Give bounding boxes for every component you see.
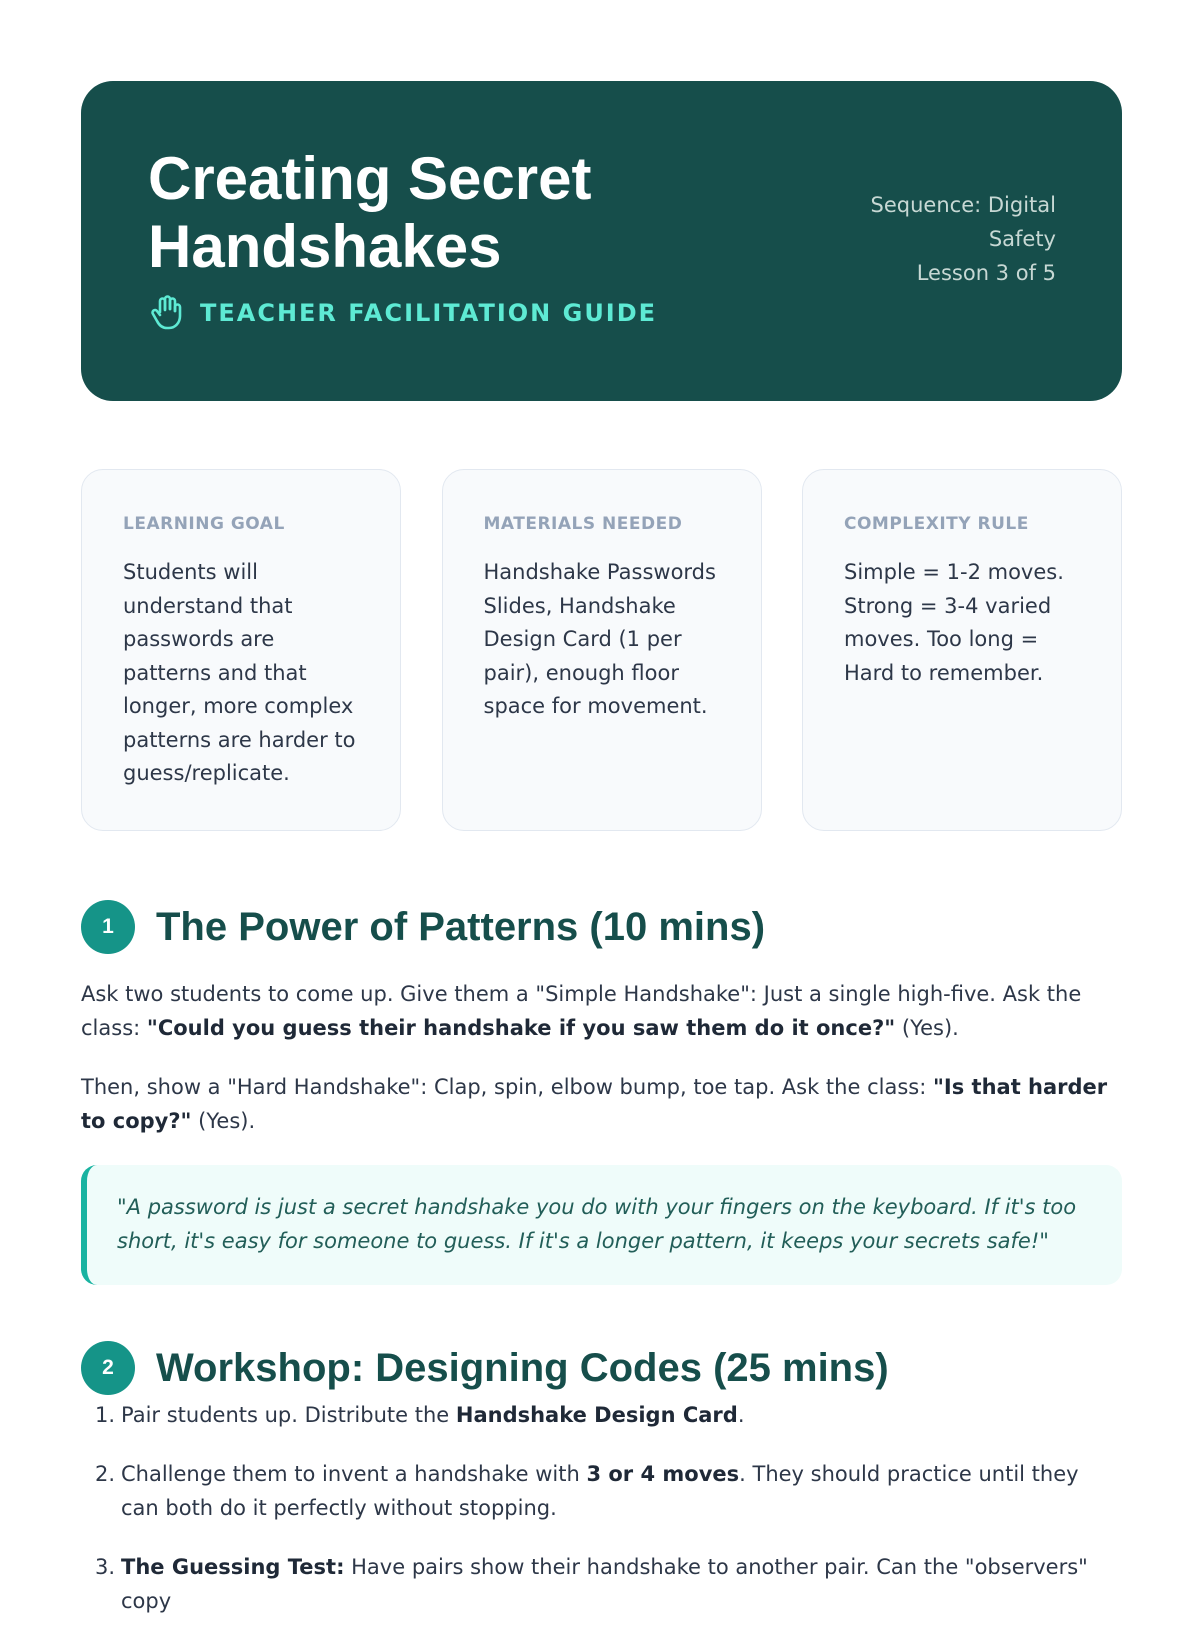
list-item — [81, 1550, 1122, 1618]
card-label: COMPLEXITY RULE — [844, 514, 1029, 534]
answer-text: (Yes). — [191, 1109, 256, 1133]
hand-icon — [148, 294, 186, 332]
section-2-heading — [81, 1341, 889, 1395]
step-text: Have pairs show their handshake to another pair. Can the "observers" copy — [121, 1555, 1088, 1613]
paragraph-text: Ask two students to come up. Give them a "Simple Handshake": Just a single high-five. Ask the class: — [81, 982, 1082, 1040]
materials-card — [442, 469, 762, 831]
complexity-rule-card — [802, 469, 1122, 831]
lesson-number: Lesson 3 of 5 — [916, 261, 1056, 285]
step-emphasis: 3 or 4 moves — [586, 1462, 740, 1486]
paragraph-text: Then, show a "Hard Handshake": Clap, spin, elbow bump, toe tap. Ask the class: — [81, 1075, 933, 1099]
card-body: Students will understand that passwords are patterns and that longer, more complex patterns are harder to guess/replicate. — [123, 560, 356, 785]
list-number: 2. — [95, 1462, 116, 1486]
lesson-page — [81, 81, 1122, 1613]
step-text: Challenge them to invent a handshake with — [121, 1462, 587, 1486]
step-number-badge: 1 — [81, 900, 135, 954]
section-title: The Power of Patterns (10 mins) — [156, 904, 766, 949]
step-text: . — [737, 1403, 745, 1427]
section-1-heading — [81, 900, 765, 954]
workshop-steps — [81, 1398, 1122, 1643]
step-emphasis: Handshake Design Card — [455, 1403, 738, 1427]
card-body: Handshake Passwords Slides, Handshake Design Card (1 per pair), enough floor space for movement. — [483, 560, 716, 718]
learning-goal-card — [81, 469, 401, 831]
card-body: Simple = 1-2 moves. Strong = 3-4 varied moves. Too long = Hard to remember. — [844, 560, 1064, 685]
section-1-paragraph-2 — [81, 1070, 1122, 1138]
sequence-label: Sequence: Digital Safety — [870, 193, 1056, 251]
section-1-paragraph-1 — [81, 977, 1122, 1045]
lesson-meta — [836, 188, 1056, 290]
card-label: LEARNING GOAL — [123, 514, 285, 534]
step-number-badge: 2 — [81, 1341, 135, 1395]
answer-text: (Yes). — [895, 1016, 959, 1040]
step-text: . They should practice until they can both do it perfectly without stopping. — [121, 1462, 1079, 1520]
card-label: MATERIALS NEEDED — [483, 514, 683, 534]
question-text: "Is that harder to copy?" — [81, 1075, 1108, 1133]
step-emphasis: The Guessing Test: — [121, 1555, 345, 1579]
lesson-header — [81, 81, 1122, 401]
guide-subtitle-text: TEACHER FACILITATION GUIDE — [200, 299, 658, 327]
question-text: "Could you guess their handshake if you saw them do it once?" — [146, 1016, 896, 1040]
info-cards — [81, 469, 1122, 831]
guide-subtitle — [148, 294, 657, 332]
list-number: 1. — [95, 1403, 116, 1427]
list-item — [81, 1398, 1122, 1432]
page-title: Creating Secret Handshakes — [148, 145, 592, 280]
teacher-script-quote: "A password is just a secret handshake you do with your fingers on the keyboard. If it's too short, it's easy for someone to guess. If it's a longer pattern, it keeps your secrets safe!" — [81, 1165, 1122, 1285]
list-item — [81, 1457, 1122, 1525]
step-text: Pair students up. Distribute the — [121, 1403, 456, 1427]
list-number: 3. — [95, 1555, 116, 1579]
section-title: Workshop: Designing Codes (25 mins) — [156, 1345, 889, 1390]
